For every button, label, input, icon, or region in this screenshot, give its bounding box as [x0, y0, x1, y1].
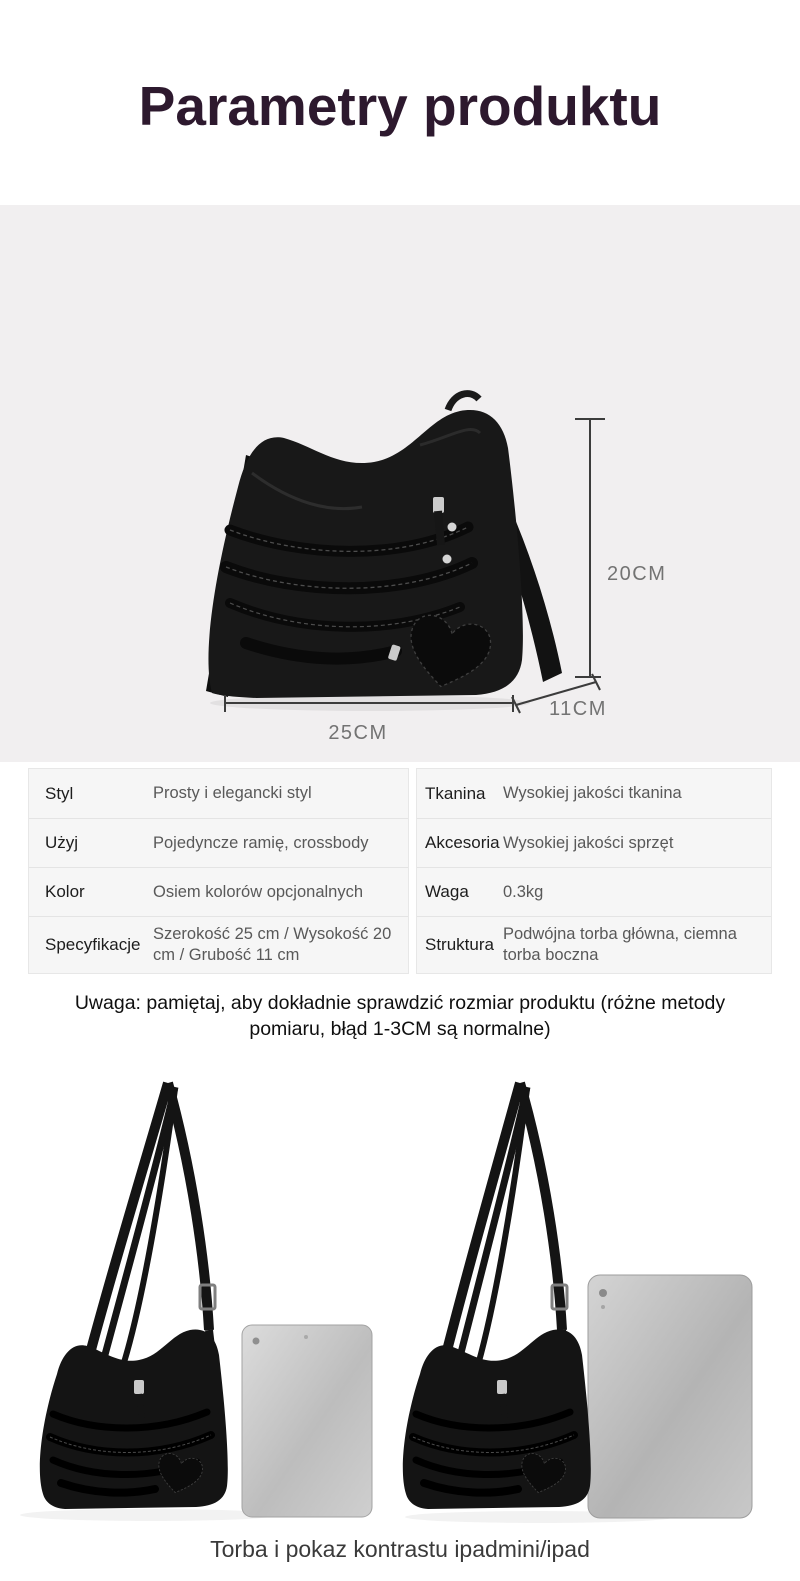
rivet — [443, 555, 452, 564]
spec-row — [417, 769, 771, 818]
zipper-slider — [134, 1380, 144, 1394]
bag-vs-ipadmini-illustration — [0, 1045, 400, 1525]
spec-value: Szerokość 25 cm / Wysokość 20 cm / Grubość 11 cm — [153, 925, 392, 964]
measurement-note: Uwaga: pamiętaj, aby dokładnie sprawdzić rozmiar produktu (różne metody pomiaru, błąd 1-3CM są normalne) — [74, 992, 726, 1040]
spec-label: Styl — [45, 783, 74, 803]
ipad-mini-illustration — [242, 1325, 372, 1517]
spec-label: Akcesoria — [425, 833, 500, 852]
rivet — [448, 523, 457, 532]
comparison-photos-section — [0, 1045, 800, 1525]
strap-loop — [448, 394, 479, 410]
page-title: Parametry produktu — [138, 75, 662, 137]
spec-label: Tkanina — [425, 783, 486, 803]
shadow — [20, 1509, 280, 1521]
dimension-label-depth: 11CM — [549, 698, 607, 720]
bag-dimension-photo — [0, 205, 800, 762]
spec-row — [29, 818, 408, 867]
spec-label: Struktura — [425, 935, 494, 954]
spec-label: Specyfikacje — [45, 935, 141, 954]
zipper-slider — [433, 497, 444, 513]
spec-section — [0, 762, 800, 1045]
comparison-photo-ipadmini — [0, 1045, 400, 1525]
zipper-pull-strap — [502, 1394, 505, 1418]
bag-illustration — [206, 394, 562, 698]
spec-row — [417, 867, 771, 916]
spec-value: Prosty i elegancki styl — [153, 784, 312, 802]
spec-value: 0.3kg — [503, 882, 544, 901]
tablet-camera — [253, 1338, 260, 1345]
dimension-label-height: 20CM — [607, 563, 667, 585]
spec-row — [29, 769, 408, 818]
zipper-slider — [497, 1380, 507, 1394]
spec-row — [29, 916, 408, 973]
spec-table-left — [28, 768, 409, 974]
spec-row — [29, 867, 408, 916]
product-photo-section — [0, 205, 800, 762]
tablet-mic — [601, 1305, 605, 1309]
tablet-mic — [304, 1335, 308, 1339]
spec-row — [417, 818, 771, 867]
dimension-label-width: 25CM — [328, 722, 388, 744]
comparison-photo-ipad — [400, 1045, 800, 1525]
zipper-pull-strap — [139, 1394, 142, 1418]
spec-row — [417, 916, 771, 973]
spec-label: Użyj — [45, 833, 79, 852]
spec-tables — [28, 768, 772, 974]
ipad-illustration — [588, 1275, 752, 1518]
spec-table-right — [416, 768, 772, 974]
spec-value: Pojedyncze ramię, crossbody — [153, 833, 369, 852]
bag-vs-ipad-illustration — [400, 1045, 800, 1525]
spec-label: Kolor — [45, 882, 85, 901]
bag-illustration — [403, 1329, 591, 1509]
spec-value: Wysokiej jakości tkanina — [503, 784, 682, 802]
spec-label: Waga — [425, 882, 469, 901]
spec-value: Podwójna torba główna, ciemna torba boczna — [503, 925, 737, 964]
header-section — [0, 0, 800, 205]
tablet-camera — [599, 1289, 607, 1297]
bag-illustration — [40, 1329, 228, 1509]
comparison-caption: Torba i pokaz kontrastu ipadmini/ipad — [210, 1536, 590, 1562]
spec-value: Osiem kolorów opcjonalnych — [153, 882, 364, 901]
zipper-pull-strap — [438, 511, 441, 545]
spec-value: Wysokiej jakości sprzęt — [503, 833, 674, 852]
